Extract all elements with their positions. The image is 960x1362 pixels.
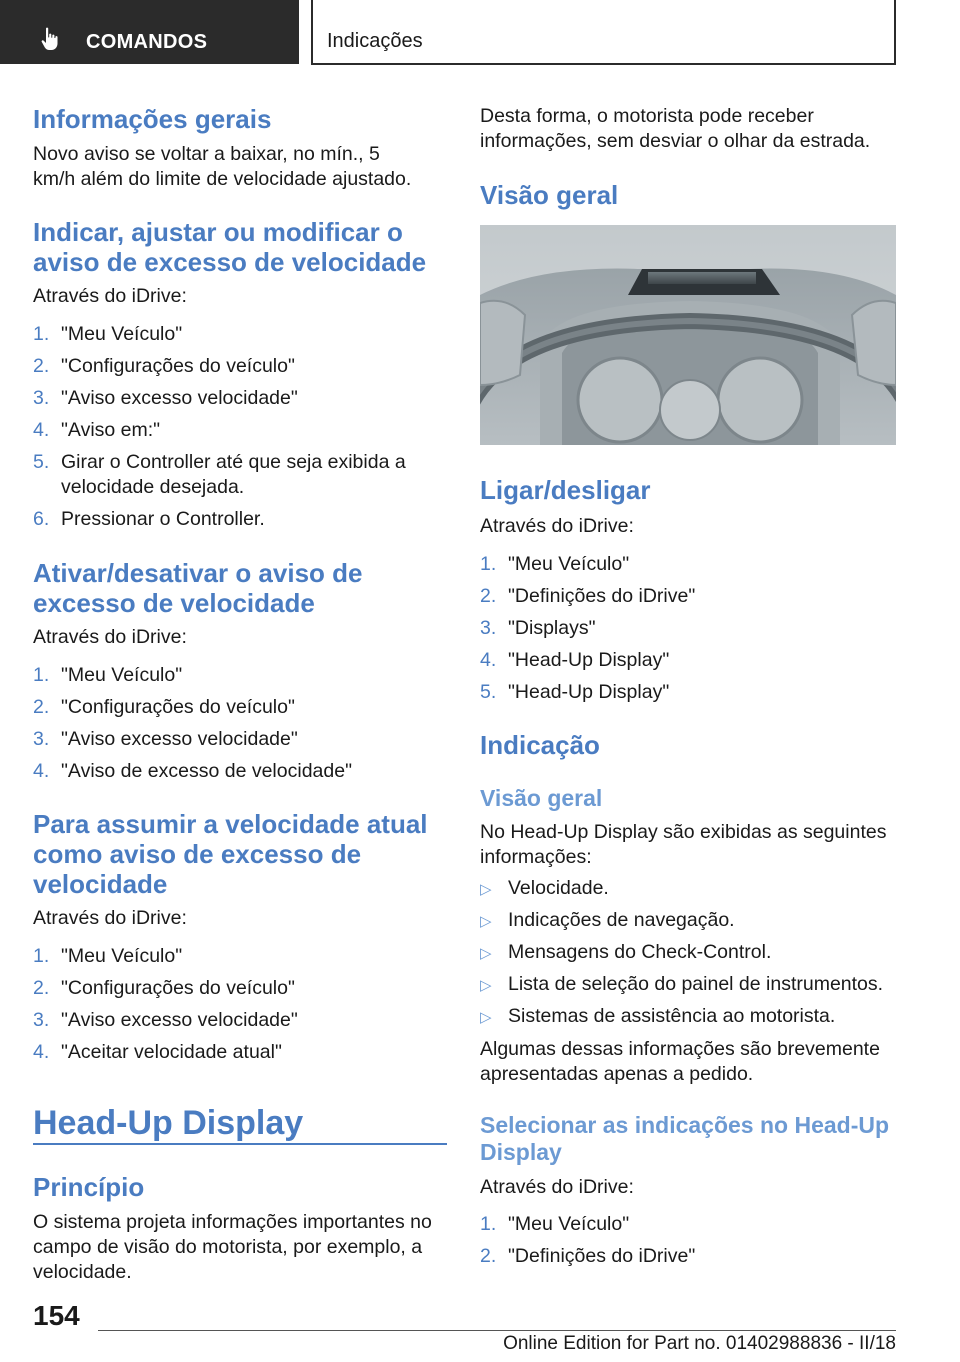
steps-ligar-desligar	[480, 552, 896, 712]
triangle-bullet-icon: ▷	[480, 977, 492, 994]
head-up-display-illustration	[480, 225, 896, 445]
step-item: 1. "Meu Veículo"	[33, 664, 183, 686]
section-label: Indicações	[327, 30, 423, 52]
heading-indicar-ajustar: Indicar, ajustar ou modificar o aviso de excesso de velocidade	[33, 217, 427, 277]
step-item: 6. Pressionar o Controller.	[33, 508, 265, 530]
paragraph-principio: O sistema projeta informações importantes no campo de visão do motorista, por exemplo, a velocidade.	[33, 1211, 432, 1283]
steps-assumir-velocidade	[33, 944, 447, 1072]
step-item: 2. "Definições do iDrive"	[480, 585, 696, 607]
bullet-item: ▷ Mensagens do Check-Control.	[480, 940, 896, 965]
paragraph-idrive-intro: Através do iDrive:	[33, 285, 187, 307]
step-item: 3. "Aviso excesso velocidade"	[33, 728, 298, 750]
footer-rule	[98, 1330, 896, 1331]
step-item: 2. "Configurações do veículo"	[33, 977, 295, 999]
paragraph-continuation: Desta forma, o motorista pode receber informações, sem desviar o olhar da estrada.	[480, 105, 871, 152]
steps-selecionar	[480, 1212, 896, 1276]
step-item: 4. "Head-Up Display"	[480, 649, 670, 671]
bullet-item: ▷ Sistemas de assistência ao motorista.	[480, 1004, 896, 1029]
triangle-bullet-icon: ▷	[480, 881, 492, 898]
step-item: 1. "Meu Veículo"	[480, 1213, 630, 1235]
triangle-bullet-icon: ▷	[480, 913, 492, 930]
step-item: 5. "Head-Up Display"	[480, 681, 670, 703]
bullets-indicacao	[480, 876, 896, 1036]
heading-ligar-desligar: Ligar/desligar	[480, 475, 651, 505]
pointing-hand-icon	[38, 26, 64, 52]
paragraph-idrive-intro: Através do iDrive:	[33, 907, 187, 929]
step-item: 4. "Aceitar velocidade atual"	[33, 1041, 282, 1063]
subheading-visao-geral: Visão geral	[480, 785, 603, 811]
steps-indicar-ajustar	[33, 322, 447, 539]
step-item: 4. "Aviso em:"	[33, 419, 161, 441]
triangle-bullet-icon: ▷	[480, 1009, 492, 1026]
bullet-item: ▷ Lista de seleção do painel de instrumentos.	[480, 972, 896, 997]
section-header	[311, 0, 896, 65]
triangle-bullet-icon: ▷	[480, 945, 492, 962]
paragraph-nota: Algumas dessas informações são brevemente apresentadas apenas a pedido.	[480, 1038, 880, 1085]
step-item: 1. "Meu Veículo"	[33, 323, 183, 345]
heading-informacoes-gerais: Informações gerais	[33, 104, 272, 134]
step-item: 3. "Displays"	[480, 617, 596, 639]
step-item: 5. Girar o Controller até que seja exibida a velocidade desejada.	[33, 451, 406, 498]
page-number: 154	[33, 1300, 80, 1331]
heading-rule	[33, 1143, 447, 1145]
paragraph-idrive-intro: Através do iDrive:	[480, 1176, 634, 1198]
steps-ativar-desativar	[33, 663, 447, 791]
subheading-selecionar-indicacoes: Selecionar as indicações no Head-Up Display	[480, 1112, 890, 1165]
step-item: 2. "Definições do iDrive"	[480, 1245, 696, 1267]
paragraph-idrive-intro: Através do iDrive:	[33, 626, 187, 648]
bullet-item: ▷ Velocidade.	[480, 876, 896, 901]
heading-assumir-velocidade: Para assumir a velocidade atual como aviso de excesso de velocidade	[33, 809, 428, 899]
edition-note: Online Edition for Part no. 01402988836 - II/18	[503, 1333, 896, 1354]
step-item: 2. "Configurações do veículo"	[33, 696, 295, 718]
heading-indicacao: Indicação	[480, 730, 600, 760]
heading-ativar-desativar: Ativar/desativar o aviso de excesso de velocidade	[33, 558, 363, 618]
step-item: 3. "Aviso excesso velocidade"	[33, 387, 298, 409]
paragraph-idrive-intro: Através do iDrive:	[480, 515, 634, 537]
paragraph-informacoes-gerais: Novo aviso se voltar a baixar, no mín., 5 km/h além do limite de velocidade ajustado.	[33, 143, 412, 190]
heading-visao-geral: Visão geral	[480, 180, 619, 210]
step-item: 4. "Aviso de excesso de velocidade"	[33, 760, 352, 782]
heading-principio: Princípio	[33, 1172, 145, 1202]
chapter-tab	[0, 0, 299, 64]
step-item: 1. "Meu Veículo"	[33, 945, 183, 967]
step-item: 1. "Meu Veículo"	[480, 553, 630, 575]
chapter-label: COMANDOS	[86, 31, 208, 53]
paragraph-indicacao: No Head-Up Display são exibidas as seguintes informações:	[480, 821, 887, 868]
bullet-item: ▷ Indicações de navegação.	[480, 908, 896, 933]
step-item: 2. "Configurações do veículo"	[33, 355, 295, 377]
step-item: 3. "Aviso excesso velocidade"	[33, 1009, 298, 1031]
chapter-heading-head-up-display: Head-Up Display	[33, 1104, 304, 1142]
